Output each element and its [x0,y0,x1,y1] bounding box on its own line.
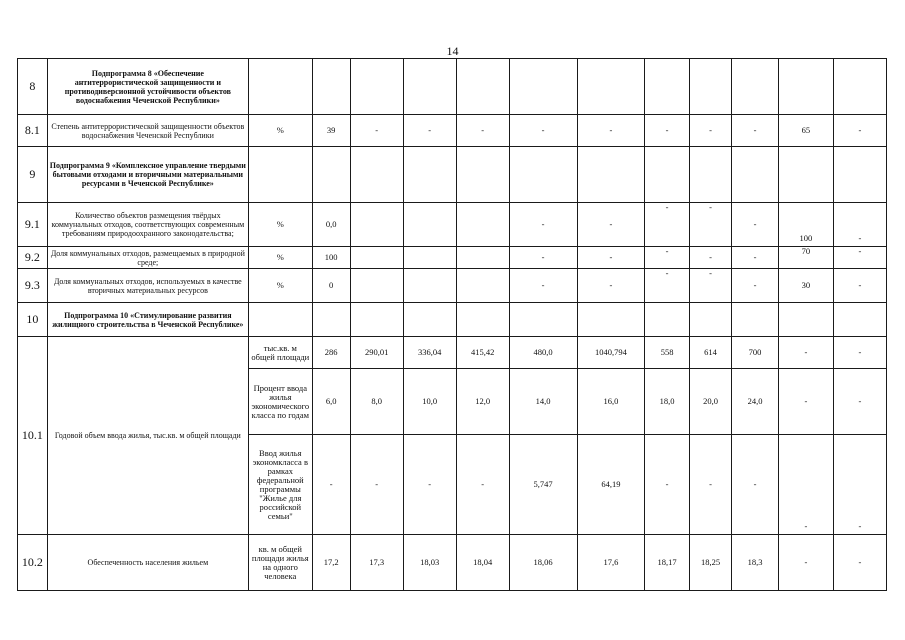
row-number: 9.3 [18,269,48,303]
indicator-name: Годовой объем ввода жилья, тыс.кв. м общей площади [47,337,248,535]
value-cell [833,303,886,337]
value-cell [732,303,779,337]
indicators-table [17,58,887,591]
value-cell: - [778,435,833,535]
value-cell: 614 [689,337,731,369]
value-cell [732,59,779,115]
value-cell [778,59,833,115]
value-cell: - [833,435,886,535]
value-cell [403,147,456,203]
value-cell [350,247,403,269]
indicator-name: Количество объектов размещения твёрдых коммунальных отходов, соответствующих современным требованиям природоохранного законодательства; [47,203,248,247]
value-cell: - [732,203,779,247]
value-cell: 18,03 [403,535,456,591]
indicator-name: Обеспеченность населения жильем [47,535,248,591]
value-cell [312,59,350,115]
value-cell: - [312,435,350,535]
value-cell [350,147,403,203]
value-cell [645,303,690,337]
table-row [18,147,887,203]
unit-cell [249,303,313,337]
value-cell: 0 [312,269,350,303]
value-cell: 100 [778,203,833,247]
unit-cell [249,59,313,115]
value-cell: - [689,247,731,269]
value-cell: 16,0 [577,369,645,435]
value-cell [350,303,403,337]
row-number: 9.1 [18,203,48,247]
value-cell: - [833,535,886,591]
value-cell: - [509,269,577,303]
value-cell: 415,42 [456,337,509,369]
value-cell: 700 [732,337,779,369]
value-cell [577,59,645,115]
value-cell [403,269,456,303]
value-cell: 18,0 [645,369,690,435]
value-cell: 18,25 [689,535,731,591]
value-cell: 70 [778,247,833,269]
value-cell [312,147,350,203]
value-cell [350,203,403,247]
value-cell: 64,19 [577,435,645,535]
table-row [18,269,887,303]
value-cell: 39 [312,115,350,147]
value-cell: 0,0 [312,203,350,247]
value-cell: 17,2 [312,535,350,591]
value-cell: - [833,247,886,269]
row-number: 10.2 [18,535,48,591]
value-cell: 18,06 [509,535,577,591]
value-cell: - [833,337,886,369]
row-number: 10.1 [18,337,48,535]
table-row [18,59,887,115]
unit-cell: % [249,203,313,247]
unit-cell: кв. м общей площади жилья на одного человека [249,535,313,591]
value-cell: - [689,115,731,147]
value-cell: - [577,115,645,147]
value-cell [456,59,509,115]
value-cell: - [350,435,403,535]
value-cell: 18,3 [732,535,779,591]
value-cell: - [509,115,577,147]
value-cell: - [833,115,886,147]
subprogram-title: Подпрограмма 9 «Комплексное управление твердыми бытовыми отходами и вторичными материальными ресурсами в Чеченской Республике» [47,147,248,203]
value-cell: 30 [778,269,833,303]
value-cell: - [403,115,456,147]
value-cell [778,147,833,203]
value-cell: 290,01 [350,337,403,369]
value-cell: - [645,269,690,303]
value-cell: 14,0 [509,369,577,435]
value-cell [456,269,509,303]
value-cell: - [689,435,731,535]
row-number: 9.2 [18,247,48,269]
unit-cell: % [249,115,313,147]
value-cell [645,147,690,203]
table-row [18,535,887,591]
value-cell: - [509,247,577,269]
value-cell [689,147,731,203]
value-cell: - [456,115,509,147]
value-cell: 1040,794 [577,337,645,369]
value-cell [577,147,645,203]
value-cell: - [689,203,731,247]
value-cell: - [833,269,886,303]
value-cell: 6,0 [312,369,350,435]
value-cell: 286 [312,337,350,369]
value-cell: - [403,435,456,535]
value-cell: - [732,115,779,147]
unit-cell: тыс.кв. м общей площади [249,337,313,369]
value-cell: 100 [312,247,350,269]
value-cell [732,147,779,203]
table-row [18,203,887,247]
value-cell: - [645,247,690,269]
value-cell: - [577,247,645,269]
value-cell: - [732,435,779,535]
value-cell: 20,0 [689,369,731,435]
value-cell: - [456,435,509,535]
table-row [18,337,887,369]
value-cell: - [577,203,645,247]
value-cell [403,203,456,247]
value-cell: 65 [778,115,833,147]
value-cell [509,59,577,115]
value-cell: - [645,115,690,147]
value-cell: 17,3 [350,535,403,591]
value-cell [312,303,350,337]
value-cell: - [645,203,690,247]
value-cell [645,59,690,115]
value-cell: - [778,535,833,591]
indicator-name: Доля коммунальных отходов, используемых в качестве вторичных материальных ресурсов [47,269,248,303]
value-cell: - [577,269,645,303]
row-number: 9 [18,147,48,203]
value-cell: 24,0 [732,369,779,435]
value-cell: 18,17 [645,535,690,591]
page-number: 14 [446,44,459,58]
value-cell [833,59,886,115]
unit-cell: Ввод жилья экономкласса в рамках федеральной программы "Жилье для российской семьи" [249,435,313,535]
unit-cell: % [249,247,313,269]
table-row [18,303,887,337]
value-cell: - [509,203,577,247]
value-cell [456,147,509,203]
unit-cell: % [249,269,313,303]
value-cell: 12,0 [456,369,509,435]
value-cell: 18,04 [456,535,509,591]
value-cell [456,303,509,337]
value-cell [689,303,731,337]
value-cell [456,203,509,247]
row-number: 10 [18,303,48,337]
value-cell: 558 [645,337,690,369]
value-cell: 10,0 [403,369,456,435]
value-cell: - [778,369,833,435]
value-cell: 17,6 [577,535,645,591]
value-cell [403,303,456,337]
row-number: 8 [18,59,48,115]
table-row [18,247,887,269]
value-cell [403,59,456,115]
value-cell: 480,0 [509,337,577,369]
unit-cell [249,147,313,203]
value-cell [778,303,833,337]
value-cell: 5,747 [509,435,577,535]
value-cell: - [350,115,403,147]
value-cell [833,147,886,203]
value-cell [509,303,577,337]
value-cell: - [833,203,886,247]
value-cell [350,59,403,115]
subprogram-title: Подпрограмма 8 «Обеспечение антитеррористической защищенности и противодиверсионной устойчивости объектов водоснабжения Чеченской Республики» [47,59,248,115]
value-cell [689,59,731,115]
unit-cell: Процент ввода жилья экономического класса по годам [249,369,313,435]
value-cell [509,147,577,203]
indicator-name: Доля коммунальных отходов, размещаемых в природной среде; [47,247,248,269]
value-cell: - [833,369,886,435]
value-cell: - [645,435,690,535]
value-cell: 8,0 [350,369,403,435]
value-cell [456,247,509,269]
value-cell: - [732,247,779,269]
value-cell [577,303,645,337]
value-cell: - [689,269,731,303]
indicator-name: Степень антитеррористической защищенности объектов водоснабжения Чеченской Республики [47,115,248,147]
value-cell: 336,04 [403,337,456,369]
table-row [18,115,887,147]
row-number: 8.1 [18,115,48,147]
value-cell [403,247,456,269]
value-cell: - [778,337,833,369]
value-cell: - [732,269,779,303]
value-cell [350,269,403,303]
subprogram-title: Подпрограмма 10 «Стимулирование развития жилищного строительства в Чеченской Республике» [47,303,248,337]
